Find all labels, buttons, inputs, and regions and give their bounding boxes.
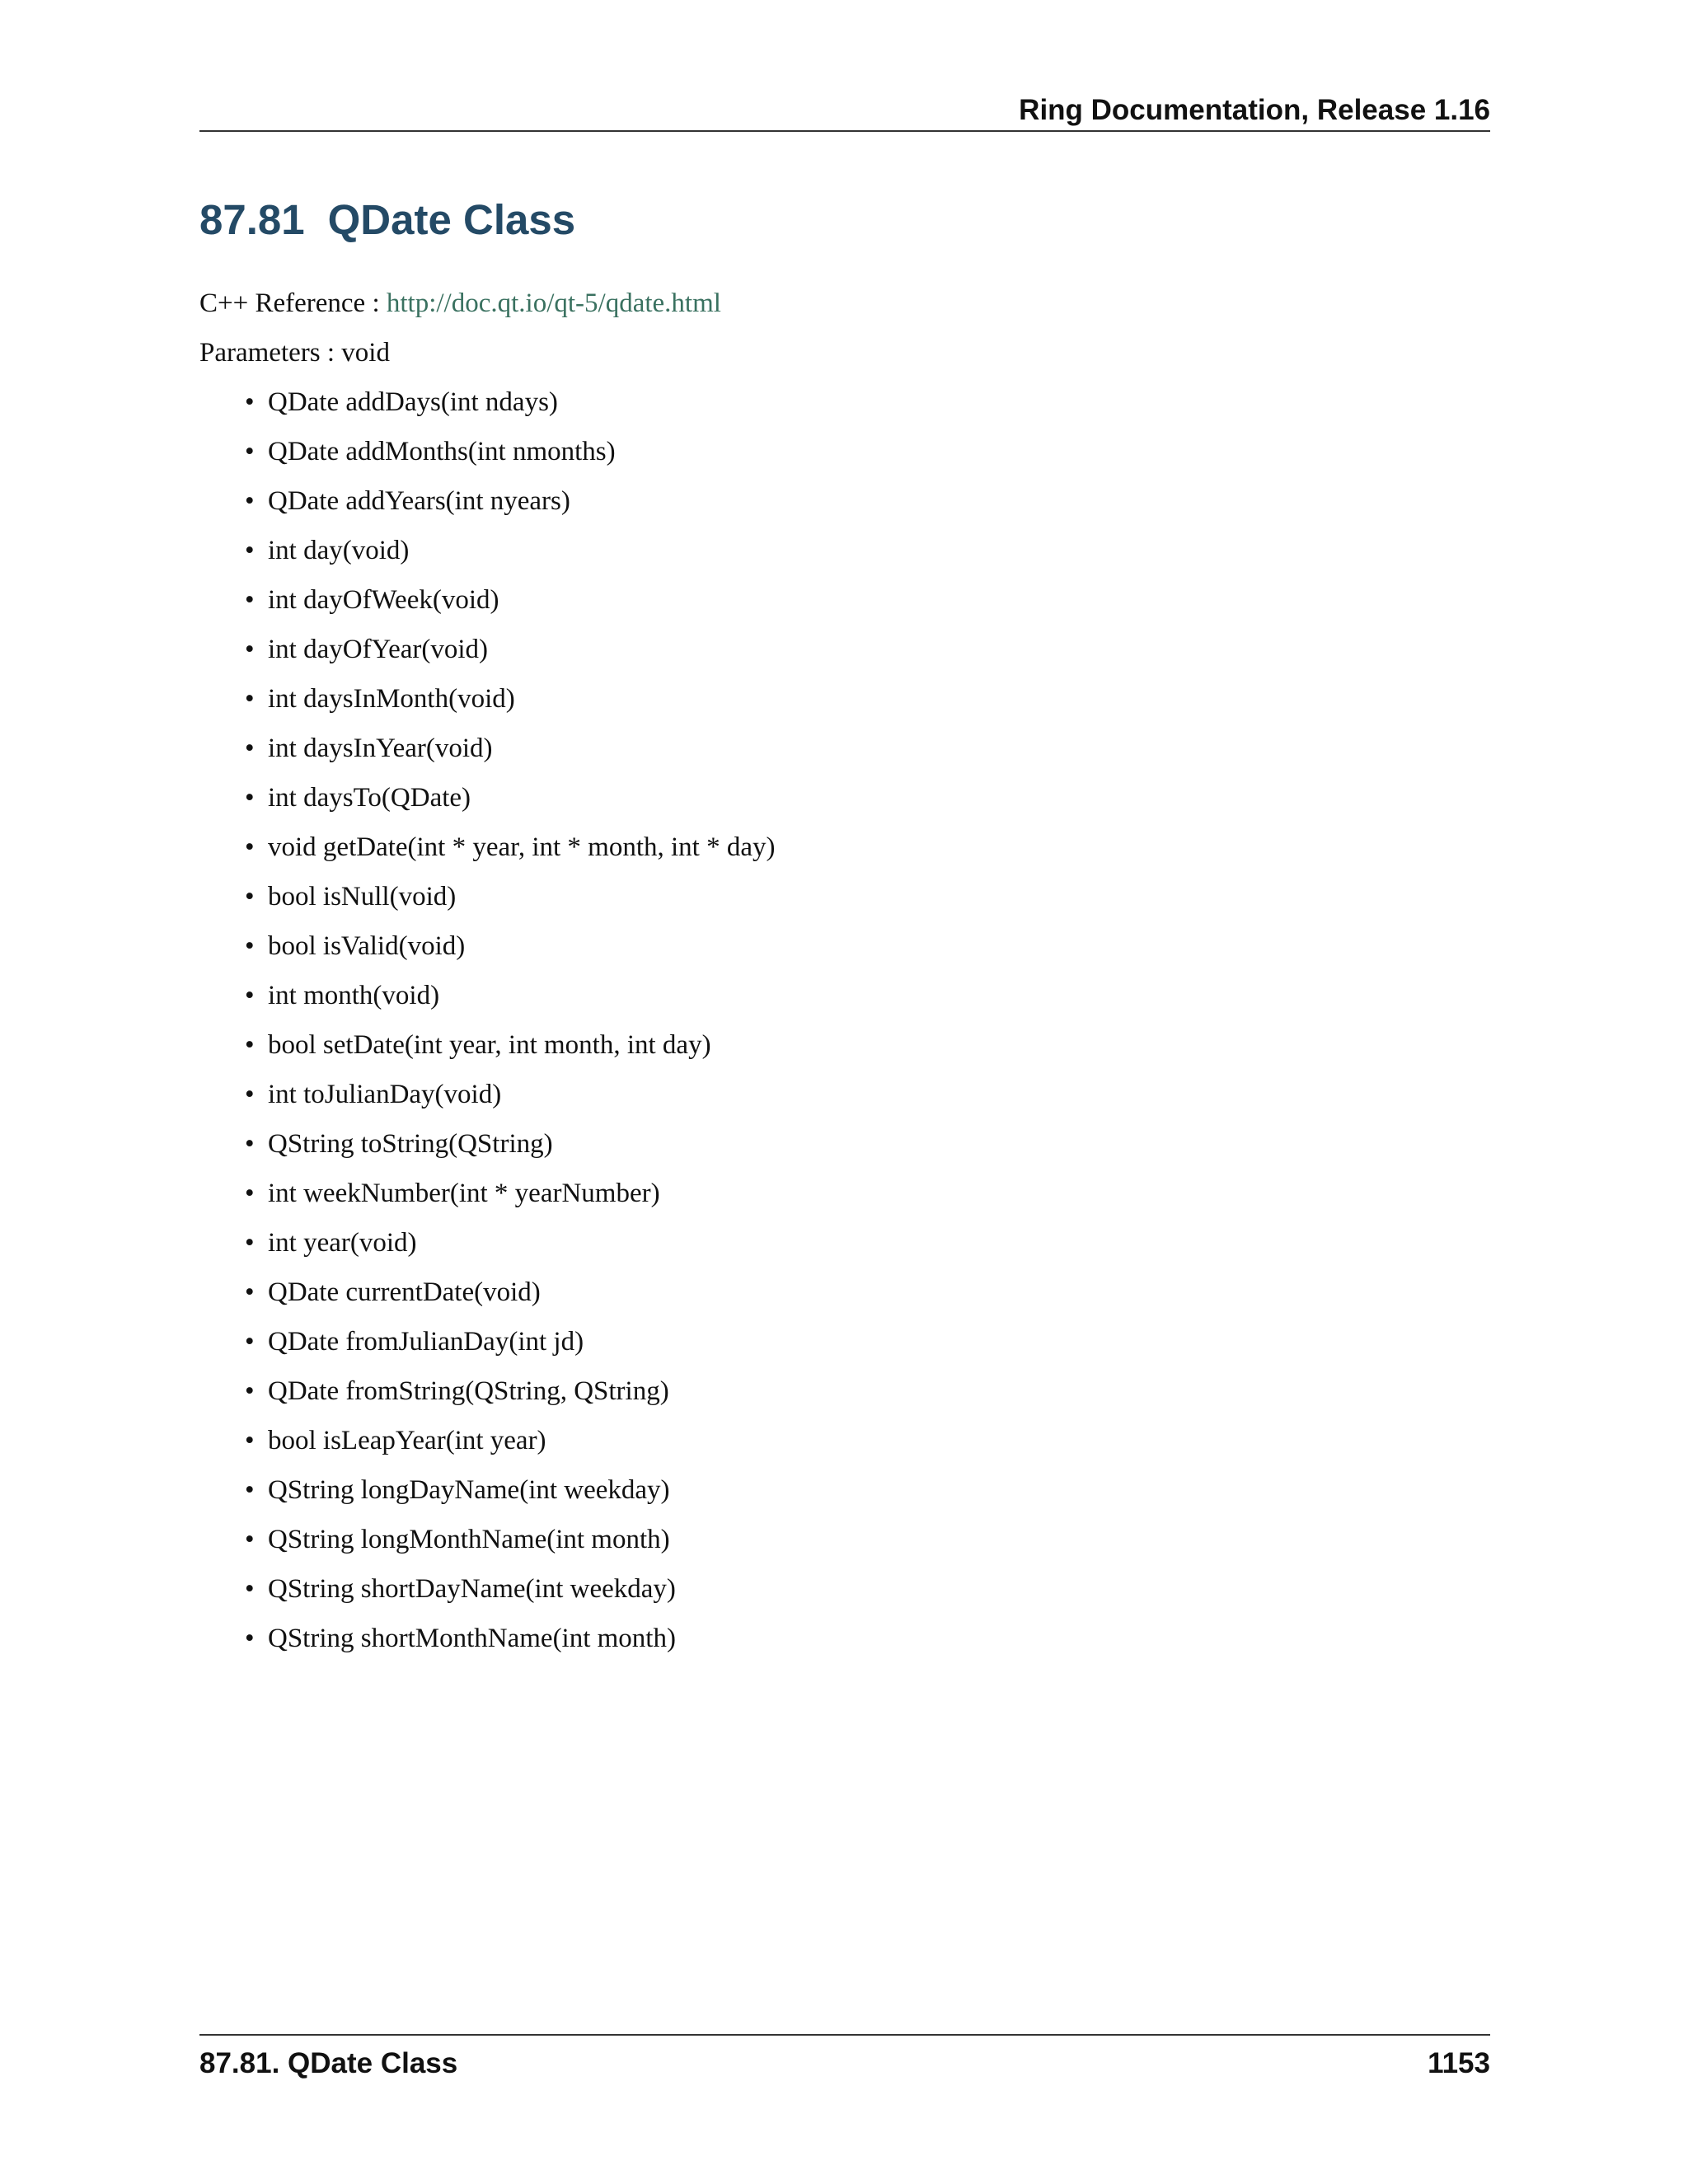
method-signature: bool setDate(int year, int month, int day) [268, 1030, 711, 1060]
method-item [199, 730, 775, 780]
method-item [199, 1126, 775, 1175]
bullet-icon: • [245, 981, 255, 1010]
method-item [199, 780, 775, 829]
reference-label: C++ Reference : [199, 288, 387, 318]
method-signature: QString toString(QString) [268, 1129, 553, 1159]
method-item [199, 532, 775, 582]
method-item [199, 1225, 775, 1274]
method-item [199, 1076, 775, 1126]
method-item [199, 384, 775, 434]
bullet-icon: • [245, 585, 255, 615]
method-signature: QString longDayName(int weekday) [268, 1475, 670, 1505]
reference-link[interactable]: http://doc.qt.io/qt-5/qdate.html [386, 288, 721, 318]
bullet-icon: • [245, 1475, 255, 1505]
method-signature: int month(void) [268, 981, 440, 1010]
method-signature: int daysTo(QDate) [268, 783, 471, 813]
footer-section-label: 87.81. QDate Class [199, 2047, 458, 2079]
method-item [199, 928, 775, 977]
method-item [199, 1274, 775, 1324]
bullet-icon: • [245, 1080, 255, 1109]
parameters-value: void [341, 338, 390, 368]
method-item [199, 582, 775, 631]
method-signature: QString shortMonthName(int month) [268, 1624, 676, 1653]
method-signature: int toJulianDay(void) [268, 1080, 502, 1109]
bullet-icon: • [245, 1179, 255, 1208]
method-signature: bool isLeapYear(int year) [268, 1426, 546, 1455]
bullet-icon: • [245, 783, 255, 813]
method-item [199, 434, 775, 483]
method-signature: QDate fromString(QString, QString) [268, 1376, 669, 1406]
parameters-line [199, 335, 390, 371]
method-item [199, 483, 775, 532]
bullet-icon: • [245, 1376, 255, 1406]
running-footer [199, 2034, 1490, 2083]
method-item [199, 1324, 775, 1373]
bullet-icon: • [245, 733, 255, 763]
method-signature: QString shortDayName(int weekday) [268, 1574, 676, 1604]
method-item [199, 1472, 775, 1521]
bullet-icon: • [245, 684, 255, 714]
bullet-icon: • [245, 387, 255, 417]
bullet-icon: • [245, 1277, 255, 1307]
method-item [199, 681, 775, 730]
section-title-text: QDate Class [327, 196, 576, 243]
method-signature: QDate addMonths(int nmonths) [268, 437, 616, 466]
running-header [199, 91, 1490, 132]
method-signature: int dayOfYear(void) [268, 635, 489, 664]
bullet-icon: • [245, 1129, 255, 1159]
bullet-icon: • [245, 1228, 255, 1258]
method-item [199, 1620, 775, 1670]
method-signature: int weekNumber(int * yearNumber) [268, 1179, 660, 1208]
method-item [199, 1027, 775, 1076]
bullet-icon: • [245, 635, 255, 664]
bullet-icon: • [245, 882, 255, 912]
method-item [199, 631, 775, 681]
method-signature: QDate addDays(int ndays) [268, 387, 558, 417]
method-signature: QDate addYears(int nyears) [268, 486, 570, 516]
method-item [199, 1373, 775, 1422]
method-signature: int dayOfWeek(void) [268, 585, 499, 615]
method-signature: QDate currentDate(void) [268, 1277, 541, 1307]
method-item [199, 879, 775, 928]
method-item [199, 1521, 775, 1571]
bullet-icon: • [245, 536, 255, 565]
method-list [199, 384, 775, 1670]
running-header-title: Ring Documentation, Release 1.16 [1019, 94, 1490, 126]
method-signature: int daysInYear(void) [268, 733, 493, 763]
bullet-icon: • [245, 931, 255, 961]
bullet-icon: • [245, 1525, 255, 1554]
method-signature: bool isValid(void) [268, 931, 466, 961]
bullet-icon: • [245, 486, 255, 516]
reference-line [199, 285, 721, 321]
section-number: 87.81 [199, 196, 305, 243]
bullet-icon: • [245, 1327, 255, 1357]
method-signature: void getDate(int * year, int * month, int * day) [268, 832, 776, 862]
document-page [199, 0, 1490, 2184]
method-item [199, 1422, 775, 1472]
parameters-label: Parameters : [199, 338, 342, 368]
method-signature: QDate fromJulianDay(int jd) [268, 1327, 584, 1357]
bullet-icon: • [245, 832, 255, 862]
method-signature: QString longMonthName(int month) [268, 1525, 670, 1554]
bullet-icon: • [245, 1574, 255, 1604]
method-signature: int year(void) [268, 1228, 417, 1258]
bullet-icon: • [245, 437, 255, 466]
bullet-icon: • [245, 1624, 255, 1653]
method-signature: bool isNull(void) [268, 882, 457, 912]
bullet-icon: • [245, 1030, 255, 1060]
method-item [199, 977, 775, 1027]
section-title [199, 191, 575, 249]
method-signature: int day(void) [268, 536, 410, 565]
method-item [199, 1175, 775, 1225]
footer-page-number: 1153 [1428, 2047, 1490, 2079]
method-signature: int daysInMonth(void) [268, 684, 515, 714]
bullet-icon: • [245, 1426, 255, 1455]
method-item [199, 829, 775, 879]
method-item [199, 1571, 775, 1620]
